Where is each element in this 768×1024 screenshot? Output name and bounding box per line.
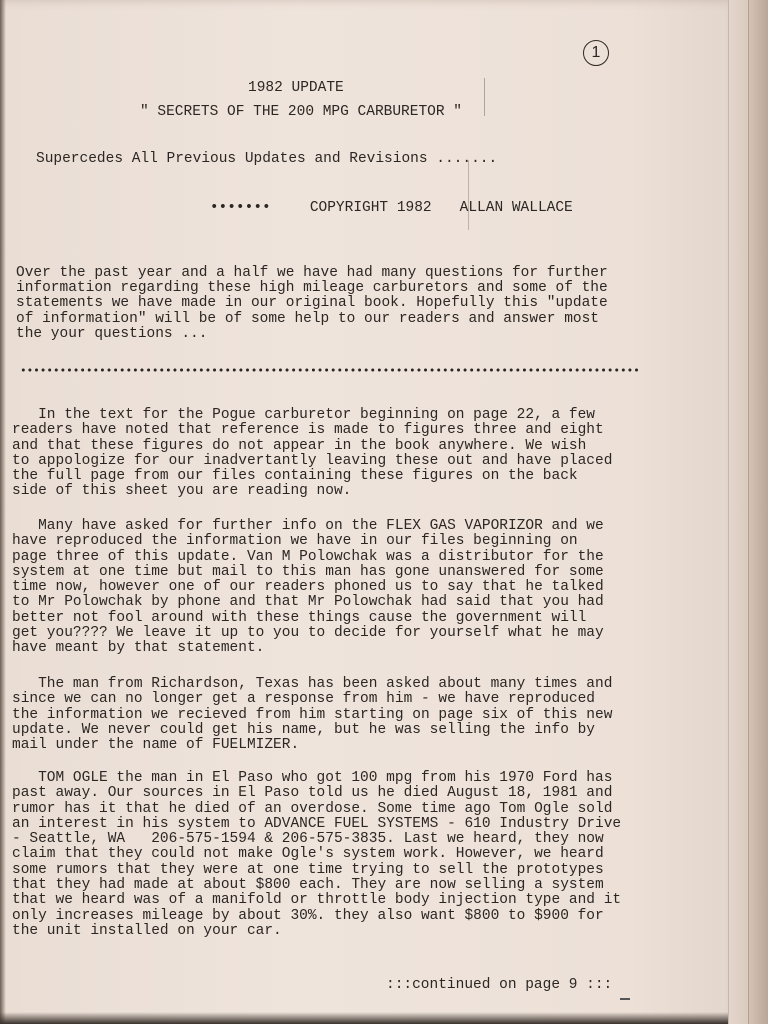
copyright-text: COPYRIGHT 1982 (309, 200, 432, 216)
pen-mark (620, 998, 630, 1000)
text-line: side of this sheet you are reading now. (12, 483, 352, 500)
text-line: Many have asked for further info on the FLEX GAS VAPORIZOR and we (12, 518, 604, 534)
text-line: TOM OGLE the man in El Paso who got 100 mpg from his 1970 Ford has (12, 770, 613, 786)
title-line-2: " SECRETS OF THE 200 MPG CARBURETOR " (140, 104, 462, 120)
text-line: Over the past year and a half we have had many questions for further (16, 265, 608, 281)
continued-note: :::continued on page 9 ::: (386, 976, 613, 993)
text-line: the your questions ... (16, 325, 208, 342)
text-line: of information" will be of some help to our readers and answer most (16, 310, 599, 327)
text-line: the information we recieved from him starting on page six of this new (12, 706, 613, 723)
text-line: that they had made at about $800 each. They are now selling a system (12, 877, 604, 894)
text-line: that we heard was of a manifold or throttle body injection type and it (12, 892, 622, 909)
text-line: only increases mileage by about 30%. they also want $800 to $900 for (12, 907, 604, 924)
text-line: page three of this update. Van M Polowchak was a distributor for the (12, 548, 604, 565)
text-line: In the text for the Pogue carburetor beginning on page 22, a few (12, 407, 595, 423)
text-line: statements we have made in our original book. Hopefully this "update (16, 295, 608, 312)
text-line: readers have noted that reference is made to figures three and eight (12, 422, 604, 439)
paragraph-pogue (12, 408, 662, 500)
text-line: get you???? We leave it up to you to decide for yourself what he may (12, 625, 604, 642)
text-line: and that these figures do not appear in the book anywhere. We wish (12, 437, 587, 454)
text-line: The man from Richardson, Texas has been asked about many times and (12, 676, 613, 692)
title-line-1: 1982 UPDATE (248, 80, 344, 96)
copyright-dots: ••••••• (209, 200, 271, 216)
text-line: rumor has it that he died of an overdose. Some time ago Tom Ogle sold (12, 800, 613, 817)
text-line: mail under the name of FUELMIZER. (12, 737, 300, 754)
stacked-page-edge (748, 0, 768, 1024)
paragraph-richardson (12, 677, 662, 753)
text-line: system at one time but mail to this man has gone unanswered for some (12, 563, 604, 580)
page-number: 1 (583, 40, 609, 66)
intro-paragraph (16, 266, 656, 342)
text-line: the unit installed on your car. (12, 922, 282, 939)
text-line: an interest in his system to ADVANCE FUEL SYSTEMS - 610 Industry Drive (12, 815, 622, 832)
text-line: - Seattle, WA 206-575-1594 & 206-575-3835. Last we heard, they now (12, 831, 604, 848)
text-line: claim that they could not make Ogle's system work. However, we heard (12, 846, 604, 863)
copyright-row (175, 184, 573, 232)
pencil-mark (484, 78, 485, 116)
text-line: information regarding these high mileage carburetors and some of the (16, 280, 608, 297)
text-line: have meant by that statement. (12, 640, 265, 657)
text-line: have reproduced the information we have in our files beginning on (12, 533, 578, 550)
text-line: time now, however one of our readers phoned us to say that he talked (12, 579, 604, 596)
text-line: since we can no longer get a response from him - we have reproduced (12, 691, 595, 708)
paragraph-tom-ogle (12, 771, 662, 939)
binding-shadow (0, 0, 6, 1024)
paragraph-flex-gas (12, 519, 662, 657)
supercedes-line: Supercedes All Previous Updates and Revisions ....... (36, 151, 498, 167)
text-line: past away. Our sources in El Paso told us he died August 18, 1981 and (12, 785, 613, 802)
dotted-divider (20, 366, 640, 374)
text-line: to appologize for our inadvertantly leaving these out and have placed (12, 452, 613, 469)
author-name: ALLAN WALLACE (459, 200, 573, 216)
bottom-shadow (0, 1012, 742, 1024)
text-line: update. We never could get his name, but he was selling the info by (12, 721, 595, 738)
text-line: some rumors that they were at one time trying to sell the prototypes (12, 861, 604, 878)
text-line: to Mr Polowchak by phone and that Mr Polowchak had said that you had (12, 594, 604, 611)
text-line: better not fool around with these things cause the government will (12, 609, 587, 626)
text-line: the full page from our files containing these figures on the back (12, 468, 578, 485)
